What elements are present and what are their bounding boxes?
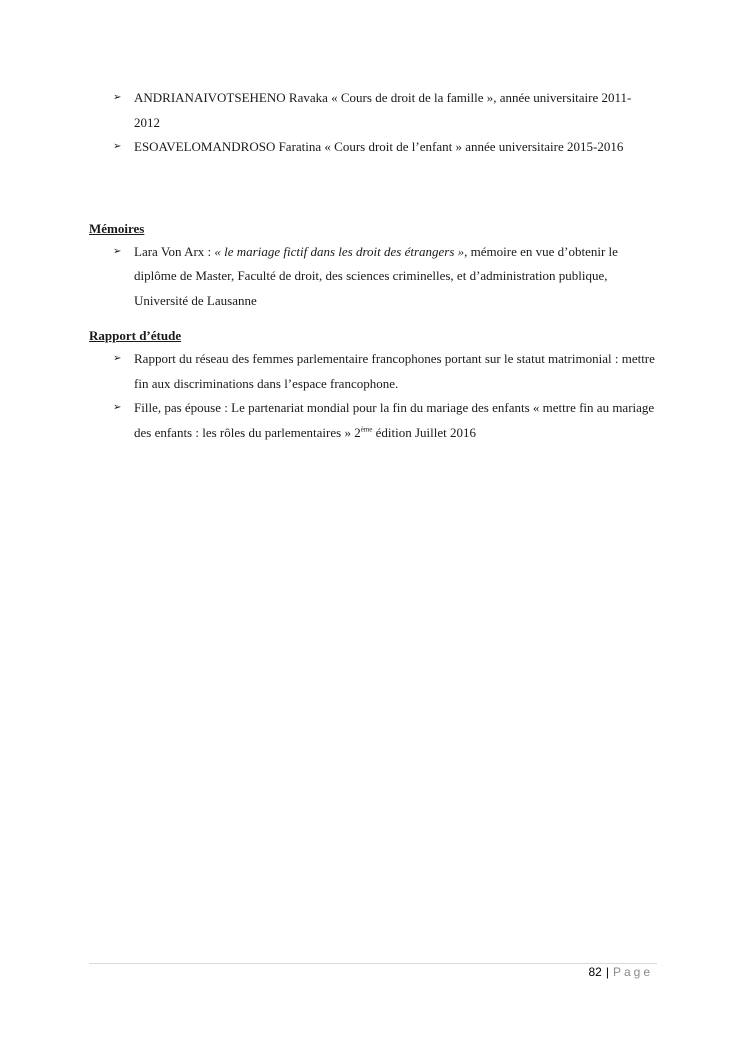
- rapport-text: Fille, pas épouse : Le partenariat mondial pour la fin du mariage des enfants « mettre fin au mariage des enfants : les rôles du parlementaires » 2: [134, 400, 655, 440]
- memoire-title: « le mariage fictif dans les droit des étrangers »: [214, 243, 465, 259]
- rapport-text: Rapport du réseau des femmes parlementaire francophones portant sur le statut matrimonial : mettre fin aux discriminations dans l’espace francophone.: [134, 351, 655, 391]
- footer-separator: |: [605, 965, 609, 979]
- reference-text: ESOAVELOMANDROSO Faratina « Cours droit de l’enfant » année universitaire 2015-2016: [134, 139, 624, 154]
- section-heading-memoires: Mémoires: [89, 220, 145, 236]
- page-number: 82: [588, 965, 602, 979]
- list-item: [89, 135, 657, 160]
- page-label: Page: [612, 965, 653, 979]
- footer-divider: [89, 963, 657, 964]
- list-item: [89, 86, 657, 135]
- rapport-list: [89, 347, 657, 445]
- reference-text: ANDRIANAIVOTSEHENO Ravaka « Cours de droit de la famille », année universitaire 2011-2012: [134, 90, 632, 130]
- reference-list: [89, 86, 657, 160]
- list-item: [89, 347, 657, 396]
- rapport-edition: édition Juillet 2016: [372, 424, 477, 440]
- page-content: [89, 86, 657, 445]
- section-heading-rapport: Rapport d’étude: [89, 328, 182, 343]
- memoire-description: , mémoire en vue d’obtenir le diplôme de Master, Faculté de droit, des sciences criminelles, et d’administration publique, Université de Lausanne: [134, 243, 618, 308]
- memoires-list: [89, 240, 657, 314]
- list-item: [89, 240, 657, 314]
- arrow-bullet-icon: ➢: [113, 245, 122, 257]
- edition-superscript: ème: [360, 425, 373, 434]
- list-item: [89, 396, 657, 445]
- page-footer: [588, 965, 653, 979]
- arrow-bullet-icon: ➢: [113, 402, 122, 413]
- arrow-bullet-icon: ➢: [113, 353, 122, 364]
- memoire-author: Lara Von Arx :: [134, 243, 215, 259]
- arrow-bullet-icon: ➢: [113, 141, 122, 152]
- arrow-bullet-icon: ➢: [113, 92, 122, 103]
